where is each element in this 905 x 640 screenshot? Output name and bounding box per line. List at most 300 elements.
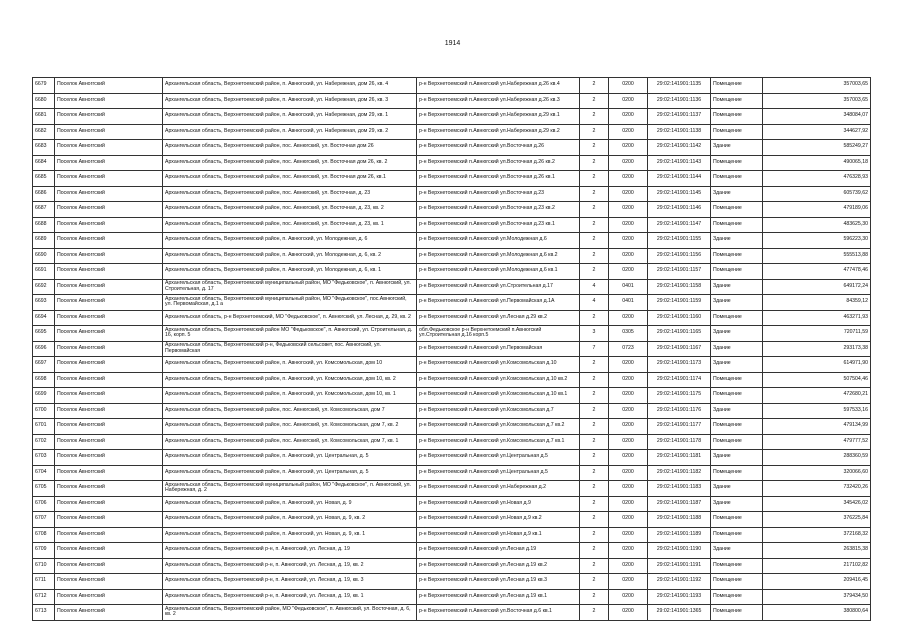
cadastral-number-cell: 29:02:141901:1182	[648, 465, 711, 481]
table-row	[33, 264, 871, 280]
settlement-cell: Поселок Авноггский	[55, 248, 163, 264]
address-cell: Архангельская область, Верхнетоемский район, п. Авнюгский, ул. Комсомольская, дом 10	[163, 357, 417, 373]
settlement-cell: Поселок Авноггский	[55, 372, 163, 388]
address-cell: Архангельская область, Верхнетоемский р-н, п. Авнюгский, ул. Лесная, д. 19, кв. 2	[163, 558, 417, 574]
settlement-cell: Поселок Авноггский	[55, 171, 163, 187]
cadastral-value-cell: 605739,62	[763, 186, 871, 202]
cadastral-number-cell: 29:02:141901:1143	[648, 155, 711, 171]
address-cell: Архангельская область, Верхнетоемский муниципальный район, МО "Федьковское", п. Авнюгский, ул. Набережная, д. 2	[163, 481, 417, 497]
row-number-cell: 6693	[33, 295, 55, 311]
group-cell: 2	[580, 155, 609, 171]
object-type-cell: Здание	[711, 357, 763, 373]
code-cell: 0200	[609, 310, 648, 326]
code-cell: 0723	[609, 341, 648, 357]
cadastral-number-cell: 29:02:141901:1193	[648, 589, 711, 605]
group-cell: 7	[580, 341, 609, 357]
object-type-cell: Помещение	[711, 93, 763, 109]
settlement-cell: Поселок Авноггский	[55, 233, 163, 249]
address-normalized-cell: р-н Верхнетоемский п.Авнюгский ул.Центральная д.5	[417, 450, 580, 466]
object-type-cell: Здание	[711, 450, 763, 466]
object-type-cell: Здание	[711, 481, 763, 497]
group-cell: 3	[580, 326, 609, 342]
code-cell: 0200	[609, 450, 648, 466]
settlement-cell: Поселок Авноггский	[55, 78, 163, 94]
cadastral-value-cell: 348084,07	[763, 109, 871, 125]
address-normalized-cell: р-н Верхнетоемский п.Авнюгский ул.Молодежная д.6	[417, 233, 580, 249]
object-type-cell: Помещение	[711, 171, 763, 187]
cadastral-number-cell: 29:02:141901:1156	[648, 248, 711, 264]
table-row	[33, 217, 871, 233]
address-cell: Архангельская область, Верхнетоемский район, п. Авнюгский, ул. Молодежная, д. 6, кв. 2	[163, 248, 417, 264]
address-normalized-cell: р-н Верхнетоемский п.Авнюгский ул.Восточная д.23 кв.1	[417, 217, 580, 233]
address-normalized-cell: р-н Верхнетоемский п.Авнюгский ул.Лесная д.19 кв.2	[417, 558, 580, 574]
address-normalized-cell: р-н Верхнетоемский п.Авнюгский ул.Лесная д.29 кв.2	[417, 310, 580, 326]
page-number: 1914	[444, 40, 461, 47]
group-cell: 2	[580, 202, 609, 218]
cadastral-value-cell: 357003,65	[763, 78, 871, 94]
address-cell: Архангельская область, Верхнетоемский район, пос. Авнюгский, ул. Комсомольская, дом 7	[163, 403, 417, 419]
address-normalized-cell: р-н Верхнетоемский п.Авнюгский ул.Комсомольская д.10 кв.1	[417, 388, 580, 404]
cadastral-number-cell: 29:02:141901:1177	[648, 419, 711, 435]
object-type-cell: Здание	[711, 326, 763, 342]
address-normalized-cell: р-н Верхнетоемский п.Авнюгский ул.Новая д.9	[417, 496, 580, 512]
settlement-cell: Поселок Авноггский	[55, 403, 163, 419]
object-type-cell: Здание	[711, 140, 763, 156]
table-row	[33, 403, 871, 419]
row-number-cell: 6709	[33, 543, 55, 559]
code-cell: 0200	[609, 186, 648, 202]
group-cell: 2	[580, 310, 609, 326]
cadastral-value-cell: 596223,30	[763, 233, 871, 249]
address-cell: Архангельская область, Верхнетоемский р-н, п. Авнюгский, ул. Лесная, д. 19, кв. 1	[163, 589, 417, 605]
row-number-cell: 6679	[33, 78, 55, 94]
address-normalized-cell: р-н Верхнетоемский п.Авнюгский ул.Первомайская	[417, 341, 580, 357]
group-cell: 2	[580, 186, 609, 202]
address-cell: Архангельская область, Верхнетоемский район, пос. Авнюгский, ул. Восточная, д. 23, кв. 2	[163, 202, 417, 218]
settlement-cell: Поселок Авноггский	[55, 124, 163, 140]
object-type-cell: Здание	[711, 341, 763, 357]
settlement-cell: Поселок Авноггский	[55, 589, 163, 605]
cadastral-value-cell: 217102,82	[763, 558, 871, 574]
group-cell: 2	[580, 93, 609, 109]
cadastral-number-cell: 29:02:141901:1136	[648, 93, 711, 109]
object-type-cell: Здание	[711, 543, 763, 559]
address-normalized-cell: р-н Верхнетоемский п.Авнюгский ул.Комсомольская д.10 кв.2	[417, 372, 580, 388]
table-row	[33, 248, 871, 264]
object-type-cell: Помещение	[711, 78, 763, 94]
table-row	[33, 496, 871, 512]
registry-table-body	[33, 78, 871, 621]
code-cell: 0200	[609, 574, 648, 590]
group-cell: 2	[580, 217, 609, 233]
address-cell: Архангельская область, Верхнетоемский район, п. Авнюгский, ул. Комсомольская, дом 10, кв. 2	[163, 372, 417, 388]
settlement-cell: Поселок Авноггский	[55, 450, 163, 466]
cadastral-value-cell: 209416,45	[763, 574, 871, 590]
address-cell: Архангельская область, р-н Верхнетоемский, МО "Федьковское", п. Авнюгский, ул. Лесная, д. 29, кв. 2	[163, 310, 417, 326]
row-number-cell: 6694	[33, 310, 55, 326]
code-cell: 0401	[609, 279, 648, 295]
table-row	[33, 558, 871, 574]
code-cell: 0200	[609, 434, 648, 450]
table-row	[33, 341, 871, 357]
row-number-cell: 6689	[33, 233, 55, 249]
code-cell: 0200	[609, 605, 648, 621]
row-number-cell: 6692	[33, 279, 55, 295]
row-number-cell: 6701	[33, 419, 55, 435]
group-cell: 2	[580, 589, 609, 605]
group-cell: 2	[580, 512, 609, 528]
cadastral-value-cell: 479134,99	[763, 419, 871, 435]
settlement-cell: Поселок Авноггский	[55, 326, 163, 342]
group-cell: 2	[580, 357, 609, 373]
row-number-cell: 6707	[33, 512, 55, 528]
address-normalized-cell: р-н Верхнетоемский п.Авнюгский ул.Набережная д.26 кв.4	[417, 78, 580, 94]
address-cell: Архангельская область, Верхнетоемский район, п. Авнюгский, ул. Новая, д. 9	[163, 496, 417, 512]
cadastral-number-cell: 29:02:141901:1176	[648, 403, 711, 419]
object-type-cell: Здание	[711, 496, 763, 512]
address-normalized-cell: р-н Верхнетоемский п.Авнюгский ул.Восточная д.23 кв.2	[417, 202, 580, 218]
settlement-cell: Поселок Авноггский	[55, 434, 163, 450]
row-number-cell: 6682	[33, 124, 55, 140]
cadastral-value-cell: 345426,02	[763, 496, 871, 512]
settlement-cell: Поселок Авноггский	[55, 512, 163, 528]
object-type-cell: Помещение	[711, 558, 763, 574]
row-number-cell: 6688	[33, 217, 55, 233]
address-cell: Архангельская область, Верхнетоемский район МО "Федьковское", п. Авнюгский, ул. Строительная, д. 16, корп. 5	[163, 326, 417, 342]
address-normalized-cell: р-н Верхнетоемский п.Авнюгский ул.Набережная д.26 кв.3	[417, 93, 580, 109]
code-cell: 0200	[609, 248, 648, 264]
group-cell: 2	[580, 558, 609, 574]
cadastral-value-cell: 84359,12	[763, 295, 871, 311]
settlement-cell: Поселок Авноггский	[55, 357, 163, 373]
cadastral-number-cell: 29:02:141901:1165	[648, 326, 711, 342]
address-normalized-cell: р-н Верхнетоемский п.Авнюгский ул.Лесная д.19 кв.3	[417, 574, 580, 590]
address-normalized-cell: р-н Верхнетоемский п.Авнюгский ул.Комсомольская д.7 кв.1	[417, 434, 580, 450]
address-cell: Архангельская область, Верхнетоемский муниципальный район, МО "Федьковское", п. Авнюгский, ул. Строительная, д. 17	[163, 279, 417, 295]
table-row	[33, 202, 871, 218]
object-type-cell: Помещение	[711, 419, 763, 435]
address-cell: Архангельская область, Верхнетоемский район, пос. Авнюгский, ул. Комсомольская, дом 7, кв. 1	[163, 434, 417, 450]
code-cell: 0200	[609, 589, 648, 605]
cadastral-value-cell: 649172,24	[763, 279, 871, 295]
address-cell: Архангельская область, Верхнетоемский район, п. Авнюгский, ул. Центральная, д. 5	[163, 450, 417, 466]
group-cell: 2	[580, 605, 609, 621]
address-normalized-cell: р-н Верхнетоемский п.Авнюгский ул.Новая д.9 кв.2	[417, 512, 580, 528]
cadastral-value-cell: 597533,16	[763, 403, 871, 419]
cadastral-value-cell: 320066,60	[763, 465, 871, 481]
code-cell: 0200	[609, 124, 648, 140]
group-cell: 2	[580, 171, 609, 187]
table-row	[33, 527, 871, 543]
address-normalized-cell: р-н Верхнетоемский п.Авнюгский ул.Первомайская д.1А	[417, 295, 580, 311]
row-number-cell: 6708	[33, 527, 55, 543]
table-row	[33, 512, 871, 528]
row-number-cell: 6695	[33, 326, 55, 342]
settlement-cell: Поселок Авноггский	[55, 481, 163, 497]
settlement-cell: Поселок Авноггский	[55, 186, 163, 202]
code-cell: 0200	[609, 388, 648, 404]
address-cell: Архангельская область, Верхнетоемский р-н, п. Авнюгский, ул. Лесная, д. 19	[163, 543, 417, 559]
address-normalized-cell: р-н Верхнетоемский п.Авнюгский ул.Строительная д.17	[417, 279, 580, 295]
table-row	[33, 543, 871, 559]
table-row	[33, 295, 871, 311]
settlement-cell: Поселок Авноггский	[55, 341, 163, 357]
group-cell: 2	[580, 434, 609, 450]
code-cell: 0200	[609, 372, 648, 388]
settlement-cell: Поселок Авноггский	[55, 155, 163, 171]
row-number-cell: 6706	[33, 496, 55, 512]
table-row	[33, 78, 871, 94]
address-normalized-cell: р-н Верхнетоемский п.Авнюгский ул.Лесная д.19 кв.1	[417, 589, 580, 605]
row-number-cell: 6684	[33, 155, 55, 171]
code-cell: 0200	[609, 78, 648, 94]
address-normalized-cell: р-н Верхнетоемский п.Авнюгский ул.Восточная д.26 кв.1	[417, 171, 580, 187]
code-cell: 0200	[609, 140, 648, 156]
object-type-cell: Помещение	[711, 574, 763, 590]
row-number-cell: 6699	[33, 388, 55, 404]
settlement-cell: Поселок Авноггский	[55, 574, 163, 590]
table-row	[33, 140, 871, 156]
group-cell: 2	[580, 372, 609, 388]
settlement-cell: Поселок Авноггский	[55, 217, 163, 233]
code-cell: 0200	[609, 109, 648, 125]
cadastral-number-cell: 29:02:141901:1181	[648, 450, 711, 466]
code-cell: 0200	[609, 93, 648, 109]
object-type-cell: Помещение	[711, 124, 763, 140]
cadastral-number-cell: 29:02:141901:1188	[648, 512, 711, 528]
code-cell: 0200	[609, 357, 648, 373]
cadastral-number-cell: 29:02:141901:1157	[648, 264, 711, 280]
cadastral-value-cell: 477478,46	[763, 264, 871, 280]
address-normalized-cell: р-н Верхнетоемский п.Авнюгский ул.Новая д.9 кв.1	[417, 527, 580, 543]
address-normalized-cell: р-н Верхнетоемский п.Авнюгский ул.Комсомольская д.7	[417, 403, 580, 419]
address-normalized-cell: р-н Верхнетоемский п.Авнюгский ул.Набережная д.2	[417, 481, 580, 497]
object-type-cell: Помещение	[711, 527, 763, 543]
row-number-cell: 6703	[33, 450, 55, 466]
object-type-cell: Помещение	[711, 372, 763, 388]
cadastral-number-cell: 29:02:141901:1173	[648, 357, 711, 373]
settlement-cell: Поселок Авноггский	[55, 543, 163, 559]
group-cell: 2	[580, 233, 609, 249]
settlement-cell: Поселок Авноггский	[55, 140, 163, 156]
group-cell: 2	[580, 124, 609, 140]
object-type-cell: Помещение	[711, 434, 763, 450]
group-cell: 2	[580, 450, 609, 466]
cadastral-number-cell: 29:02:141901:1159	[648, 295, 711, 311]
cadastral-value-cell: 463271,93	[763, 310, 871, 326]
table-row	[33, 481, 871, 497]
code-cell: 0200	[609, 403, 648, 419]
row-number-cell: 6696	[33, 341, 55, 357]
group-cell: 2	[580, 465, 609, 481]
code-cell: 0200	[609, 217, 648, 233]
settlement-cell: Поселок Авноггский	[55, 605, 163, 621]
address-cell: Архангельская область, Верхнетоемский район, п. Авнюгский, ул. Набережная, дом 26, кв. 3	[163, 93, 417, 109]
settlement-cell: Поселок Авноггский	[55, 310, 163, 326]
address-normalized-cell: р-н Верхнетоемский п.Авнюгский ул.Центральная д.5	[417, 465, 580, 481]
group-cell: 2	[580, 574, 609, 590]
code-cell: 0305	[609, 326, 648, 342]
code-cell: 0200	[609, 155, 648, 171]
code-cell: 0200	[609, 558, 648, 574]
group-cell: 2	[580, 248, 609, 264]
settlement-cell: Поселок Авноггский	[55, 388, 163, 404]
address-normalized-cell: р-н Верхнетоемский п.Авнюгский ул.Восточная д.26	[417, 140, 580, 156]
object-type-cell: Помещение	[711, 264, 763, 280]
row-number-cell: 6680	[33, 93, 55, 109]
address-cell: Архангельская область, Верхнетоемский район, п. Авнюгский, ул. Центральная, д. 5	[163, 465, 417, 481]
row-number-cell: 6690	[33, 248, 55, 264]
object-type-cell: Помещение	[711, 310, 763, 326]
address-cell: Архангельская область, Верхнетоемский район, МО "Федьковское", п. Авнюгский, ул. Восточная, д. 6, кв. 2	[163, 605, 417, 621]
group-cell: 2	[580, 543, 609, 559]
code-cell: 0200	[609, 465, 648, 481]
address-normalized-cell: р-н Верхнетоемский п.Авнюгский ул.Набережная д.29 кв.1	[417, 109, 580, 125]
row-number-cell: 6683	[33, 140, 55, 156]
address-cell: Архангельская область, Верхнетоемский район, п. Авнюгский, ул. Молодежная, д. 6	[163, 233, 417, 249]
code-cell: 0200	[609, 543, 648, 559]
table-row	[33, 372, 871, 388]
row-number-cell: 6700	[33, 403, 55, 419]
address-normalized-cell: р-н Верхнетоемский п.Авнюгский ул.Восточная д.23	[417, 186, 580, 202]
cadastral-number-cell: 29:02:141901:1174	[648, 372, 711, 388]
code-cell: 0200	[609, 202, 648, 218]
table-row	[33, 171, 871, 187]
group-cell: 2	[580, 264, 609, 280]
settlement-cell: Поселок Авноггский	[55, 527, 163, 543]
row-number-cell: 6685	[33, 171, 55, 187]
address-normalized-cell: р-н Верхнетоемский п.Авнюгский ул.Восточная д.26 кв.2	[417, 155, 580, 171]
cadastral-value-cell: 585249,27	[763, 140, 871, 156]
object-type-cell: Помещение	[711, 605, 763, 621]
cadastral-value-cell: 720711,59	[763, 326, 871, 342]
table-row	[33, 233, 871, 249]
settlement-cell: Поселок Авноггский	[55, 419, 163, 435]
cadastral-number-cell: 29:02:141901:1192	[648, 574, 711, 590]
code-cell: 0200	[609, 264, 648, 280]
cadastral-value-cell: 376225,84	[763, 512, 871, 528]
group-cell: 2	[580, 496, 609, 512]
group-cell: 2	[580, 109, 609, 125]
cadastral-value-cell: 293173,38	[763, 341, 871, 357]
address-normalized-cell: обл.Федьковское р-н Верхнетоемский п.Авнюгский ул.Строительная д.16 корп.5	[417, 326, 580, 342]
table-row	[33, 419, 871, 435]
address-cell: Архангельская область, Верхнетоемский район, пос. Авнюгский, ул. Восточная дом 26, кв. 2	[163, 155, 417, 171]
address-cell: Архангельская область, Верхнетоемский район, пос. Авнюгский, ул. Восточная дом 26	[163, 140, 417, 156]
cadastral-number-cell: 29:02:141901:1155	[648, 233, 711, 249]
address-cell: Архангельская область, Верхнетоемский район, п. Авнюгский, ул. Набережная, дом 26, кв. 4	[163, 78, 417, 94]
address-normalized-cell: р-н Верхнетоемский п.Авнюгский ул.Набережная д.29 кв.2	[417, 124, 580, 140]
cadastral-value-cell: 479777,52	[763, 434, 871, 450]
cadastral-value-cell: 344627,92	[763, 124, 871, 140]
table-row	[33, 605, 871, 621]
settlement-cell: Поселок Авноггский	[55, 109, 163, 125]
group-cell: 2	[580, 78, 609, 94]
cadastral-number-cell: 29:02:141901:1142	[648, 140, 711, 156]
address-normalized-cell: р-н Верхнетоемский п.Авнюгский ул.Лесная д.19	[417, 543, 580, 559]
table-row	[33, 574, 871, 590]
cadastral-number-cell: 29:02:141901:1137	[648, 109, 711, 125]
settlement-cell: Поселок Авноггский	[55, 496, 163, 512]
row-number-cell: 6711	[33, 574, 55, 590]
group-cell: 2	[580, 419, 609, 435]
group-cell: 4	[580, 295, 609, 311]
code-cell: 0200	[609, 171, 648, 187]
cadastral-value-cell: 483625,30	[763, 217, 871, 233]
object-type-cell: Помещение	[711, 217, 763, 233]
table-row	[33, 434, 871, 450]
cadastral-number-cell: 29:02:141901:1175	[648, 388, 711, 404]
object-type-cell: Здание	[711, 186, 763, 202]
table-row	[33, 155, 871, 171]
row-number-cell: 6713	[33, 605, 55, 621]
address-cell: Архангельская область, Верхнетоемский р-н, Федьковский сельсовет, пос. Авнюгский, ул. Первомайская	[163, 341, 417, 357]
address-cell: Архангельская область, Верхнетоемский район, п. Авнюгский, ул. Новая, д. 9, кв. 1	[163, 527, 417, 543]
cadastral-number-cell: 29:02:141901:1187	[648, 496, 711, 512]
settlement-cell: Поселок Авноггский	[55, 558, 163, 574]
group-cell: 2	[580, 140, 609, 156]
object-type-cell: Здание	[711, 295, 763, 311]
address-normalized-cell: р-н Верхнетоемский п.Авнюгский ул.Молодежная д.6 кв.1	[417, 264, 580, 280]
cadastral-number-cell: 29:02:141901:1189	[648, 527, 711, 543]
address-normalized-cell: р-н Верхнетоемский п.Авнюгский ул.Комсомольская д.7 кв.2	[417, 419, 580, 435]
table-row	[33, 186, 871, 202]
cadastral-number-cell: 29:02:141901:1144	[648, 171, 711, 187]
address-cell: Архангельская область, Верхнетоемский район, п. Авнюгский, ул. Набережная, дом 29, кв. 1	[163, 109, 417, 125]
row-number-cell: 6681	[33, 109, 55, 125]
object-type-cell: Здание	[711, 279, 763, 295]
settlement-cell: Поселок Авноггский	[55, 264, 163, 280]
table-row	[33, 465, 871, 481]
cadastral-value-cell: 380800,64	[763, 605, 871, 621]
cadastral-number-cell: 29:02:141901:1365	[648, 605, 711, 621]
group-cell: 2	[580, 481, 609, 497]
settlement-cell: Поселок Авноггский	[55, 465, 163, 481]
settlement-cell: Поселок Авноггский	[55, 295, 163, 311]
address-normalized-cell: р-н Верхнетоемский п.Авнюгский ул.Восточная д.6 кв.1	[417, 605, 580, 621]
row-number-cell: 6697	[33, 357, 55, 373]
cadastral-number-cell: 29:02:141901:1178	[648, 434, 711, 450]
code-cell: 0200	[609, 419, 648, 435]
table-row	[33, 279, 871, 295]
cadastral-number-cell: 29:02:141901:1147	[648, 217, 711, 233]
group-cell: 2	[580, 388, 609, 404]
row-number-cell: 6710	[33, 558, 55, 574]
row-number-cell: 6686	[33, 186, 55, 202]
address-cell: Архангельская область, Верхнетоемский район, пос. Авнюгский, ул. Восточная, д. 23, кв. 1	[163, 217, 417, 233]
address-cell: Архангельская область, Верхнетоемский район, п. Авнюгский, ул. Новая, д. 9, кв. 2	[163, 512, 417, 528]
object-type-cell: Помещение	[711, 202, 763, 218]
row-number-cell: 6691	[33, 264, 55, 280]
address-normalized-cell: р-н Верхнетоемский п.Авнюгский ул.Комсомольская д.10	[417, 357, 580, 373]
cadastral-number-cell: 29:02:141901:1160	[648, 310, 711, 326]
row-number-cell: 6687	[33, 202, 55, 218]
group-cell: 2	[580, 527, 609, 543]
cadastral-number-cell: 29:02:141901:1138	[648, 124, 711, 140]
object-type-cell: Здание	[711, 233, 763, 249]
cadastral-value-cell: 507504,46	[763, 372, 871, 388]
object-type-cell: Помещение	[711, 109, 763, 125]
cadastral-value-cell: 379434,50	[763, 589, 871, 605]
cadastral-value-cell: 288360,59	[763, 450, 871, 466]
table-row	[33, 589, 871, 605]
cadastral-value-cell: 479189,06	[763, 202, 871, 218]
row-number-cell: 6702	[33, 434, 55, 450]
table-row	[33, 109, 871, 125]
row-number-cell: 6704	[33, 465, 55, 481]
settlement-cell: Поселок Авноггский	[55, 279, 163, 295]
settlement-cell: Поселок Авноггский	[55, 93, 163, 109]
